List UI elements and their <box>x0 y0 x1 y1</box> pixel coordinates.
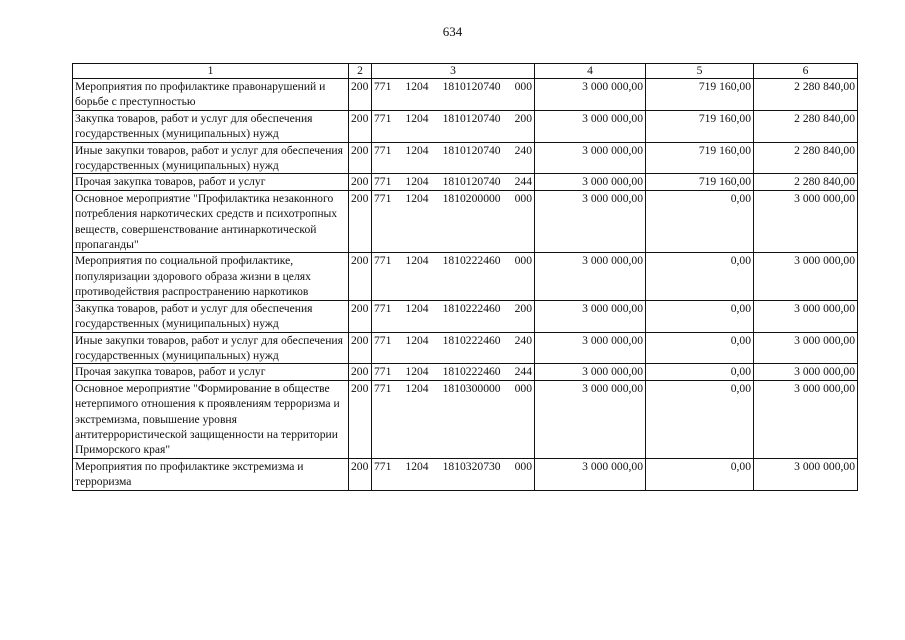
code-program: 1810120740 <box>442 80 501 93</box>
code-type: 244 <box>514 365 532 379</box>
table-row <box>73 458 858 490</box>
row-name: Основное мероприятие "Формирование в обществе нетерпимого отношения к проявлениям терроризма и экстремизма, повышение уровня антитеррористической защищенности на территории Приморского края" <box>73 380 349 458</box>
row-col4: 3 000 000,00 <box>535 458 646 490</box>
budget-code <box>374 143 532 158</box>
code-type: 000 <box>514 254 532 268</box>
code-section: 1204 <box>405 80 429 93</box>
budget-code <box>374 174 532 189</box>
code-program: 1810222460 <box>442 254 501 268</box>
code-program: 1810120740 <box>442 143 501 157</box>
table-row <box>73 142 858 174</box>
row-col2: 200 <box>349 380 372 458</box>
row-name: Мероприятия по профилактике правонарушений и борьбе с преступностью <box>73 79 349 111</box>
code-section: 1204 <box>405 333 429 347</box>
row-code <box>372 79 535 111</box>
row-col6: 3 000 000,00 <box>754 253 858 300</box>
row-col6: 3 000 000,00 <box>754 458 858 490</box>
budget-code <box>374 364 532 379</box>
code-section: 1204 <box>405 191 429 205</box>
row-code <box>372 300 535 332</box>
code-type: 200 <box>514 301 532 315</box>
row-col6: 2 280 840,00 <box>754 110 858 142</box>
row-col5: 0,00 <box>646 190 754 253</box>
row-col2: 200 <box>349 458 372 490</box>
row-code <box>372 458 535 490</box>
row-name: Прочая закупка товаров, работ и услуг <box>73 174 349 190</box>
row-name: Иные закупки товаров, работ и услуг для обеспечения государственных (муниципальных) нужд <box>73 332 349 364</box>
table-row <box>73 332 858 364</box>
budget-code <box>374 191 532 206</box>
row-col4: 3 000 000,00 <box>535 190 646 253</box>
row-col6: 3 000 000,00 <box>754 190 858 253</box>
row-col4: 3 000 000,00 <box>535 300 646 332</box>
row-name: Закупка товаров, работ и услуг для обеспечения государственных (муниципальных) нужд <box>73 300 349 332</box>
row-code <box>372 364 535 380</box>
row-col5: 0,00 <box>646 380 754 458</box>
code-section: 1204 <box>405 301 429 315</box>
header-col-6: 6 <box>754 64 858 79</box>
code-program: 1810200000 <box>442 191 501 205</box>
row-code <box>372 174 535 190</box>
code-section: 1204 <box>405 459 429 473</box>
row-col6: 2 280 840,00 <box>754 174 858 190</box>
row-col4: 3 000 000,00 <box>535 174 646 190</box>
table-row <box>73 364 858 380</box>
row-code <box>372 253 535 300</box>
row-col4: 3 000 000,00 <box>535 142 646 174</box>
header-col-3: 3 <box>372 64 535 79</box>
code-section: 1204 <box>405 254 429 268</box>
table-row <box>73 190 858 253</box>
table-row <box>73 253 858 300</box>
budget-table <box>72 63 858 491</box>
code-type: 240 <box>514 143 532 157</box>
code-program: 1810320730 <box>442 459 501 473</box>
row-col5: 0,00 <box>646 300 754 332</box>
row-col6: 3 000 000,00 <box>754 332 858 364</box>
code-type: 000 <box>514 381 532 395</box>
code-ministry: 771 <box>374 254 392 268</box>
row-col4: 3 000 000,00 <box>535 79 646 111</box>
row-name: Мероприятия по профилактике экстремизма и терроризма <box>73 458 349 490</box>
row-col2: 200 <box>349 253 372 300</box>
row-col5: 719 160,00 <box>646 174 754 190</box>
header-row <box>73 64 858 79</box>
code-program: 1810222460 <box>442 333 501 347</box>
row-col6: 2 280 840,00 <box>754 142 858 174</box>
table-row <box>73 110 858 142</box>
row-col2: 200 <box>349 110 372 142</box>
code-ministry: 771 <box>374 301 392 315</box>
code-ministry: 771 <box>374 80 392 93</box>
row-col2: 200 <box>349 364 372 380</box>
row-col2: 200 <box>349 79 372 111</box>
row-col4: 3 000 000,00 <box>535 380 646 458</box>
budget-code <box>374 381 532 396</box>
row-col2: 200 <box>349 190 372 253</box>
code-program: 1810120740 <box>442 175 501 189</box>
budget-code <box>374 253 532 268</box>
row-col6: 3 000 000,00 <box>754 364 858 380</box>
row-col2: 200 <box>349 142 372 174</box>
row-col4: 3 000 000,00 <box>535 110 646 142</box>
row-col5: 719 160,00 <box>646 110 754 142</box>
row-col5: 0,00 <box>646 253 754 300</box>
code-ministry: 771 <box>374 175 392 189</box>
header-col-2: 2 <box>349 64 372 79</box>
row-name: Прочая закупка товаров, работ и услуг <box>73 364 349 380</box>
table-row <box>73 300 858 332</box>
row-name: Основное мероприятие "Профилактика незаконного потребления наркотических средств и психотропных веществ, совершенствование антинаркотической пропаганды" <box>73 190 349 253</box>
row-col5: 0,00 <box>646 458 754 490</box>
code-program: 1810300000 <box>442 381 501 395</box>
budget-code <box>374 111 532 126</box>
code-ministry: 771 <box>374 111 392 125</box>
code-type: 000 <box>514 191 532 205</box>
code-program: 1810222460 <box>442 365 501 379</box>
row-col4: 3 000 000,00 <box>535 253 646 300</box>
row-code <box>372 110 535 142</box>
budget-code <box>374 301 532 316</box>
code-type: 244 <box>514 175 532 189</box>
code-section: 1204 <box>405 365 429 379</box>
code-section: 1204 <box>405 175 429 189</box>
code-ministry: 771 <box>374 191 392 205</box>
code-section: 1204 <box>405 381 429 395</box>
table-row <box>73 79 858 111</box>
row-col4: 3 000 000,00 <box>535 364 646 380</box>
code-program: 1810120740 <box>442 111 501 125</box>
header-col-4: 4 <box>535 64 646 79</box>
row-col5: 0,00 <box>646 364 754 380</box>
code-type: 200 <box>514 111 532 125</box>
row-col4: 3 000 000,00 <box>535 332 646 364</box>
row-code <box>372 380 535 458</box>
row-name: Мероприятия по социальной профилактике, популяризации здорового образа жизни в целях противодействия распространению наркотиков <box>73 253 349 300</box>
header-col-1: 1 <box>73 64 349 79</box>
row-name: Закупка товаров, работ и услуг для обеспечения государственных (муниципальных) нужд <box>73 110 349 142</box>
row-col5: 0,00 <box>646 332 754 364</box>
row-col6: 3 000 000,00 <box>754 380 858 458</box>
budget-code <box>374 79 532 94</box>
code-ministry: 771 <box>374 143 392 157</box>
code-ministry: 771 <box>374 381 392 395</box>
code-section: 1204 <box>405 143 429 157</box>
code-program: 1810222460 <box>442 301 501 315</box>
code-ministry: 771 <box>374 365 392 379</box>
row-col2: 200 <box>349 174 372 190</box>
page-number: 634 <box>442 24 463 39</box>
row-col6: 2 280 840,00 <box>754 79 858 111</box>
row-col2: 200 <box>349 332 372 364</box>
row-code <box>372 190 535 253</box>
row-col5: 719 160,00 <box>646 79 754 111</box>
row-name: Иные закупки товаров, работ и услуг для обеспечения государственных (муниципальных) нужд <box>73 142 349 174</box>
budget-code <box>374 459 532 474</box>
table-row <box>73 174 858 190</box>
row-code <box>372 142 535 174</box>
row-col6: 3 000 000,00 <box>754 300 858 332</box>
row-col2: 200 <box>349 300 372 332</box>
budget-code <box>374 333 532 348</box>
code-ministry: 771 <box>374 459 392 473</box>
code-type: 240 <box>514 333 532 347</box>
table-row <box>73 380 858 458</box>
code-section: 1204 <box>405 111 429 125</box>
code-type: 000 <box>514 80 532 93</box>
row-code <box>372 332 535 364</box>
row-col5: 719 160,00 <box>646 142 754 174</box>
code-ministry: 771 <box>374 333 392 347</box>
header-col-5: 5 <box>646 64 754 79</box>
code-type: 000 <box>514 459 532 473</box>
